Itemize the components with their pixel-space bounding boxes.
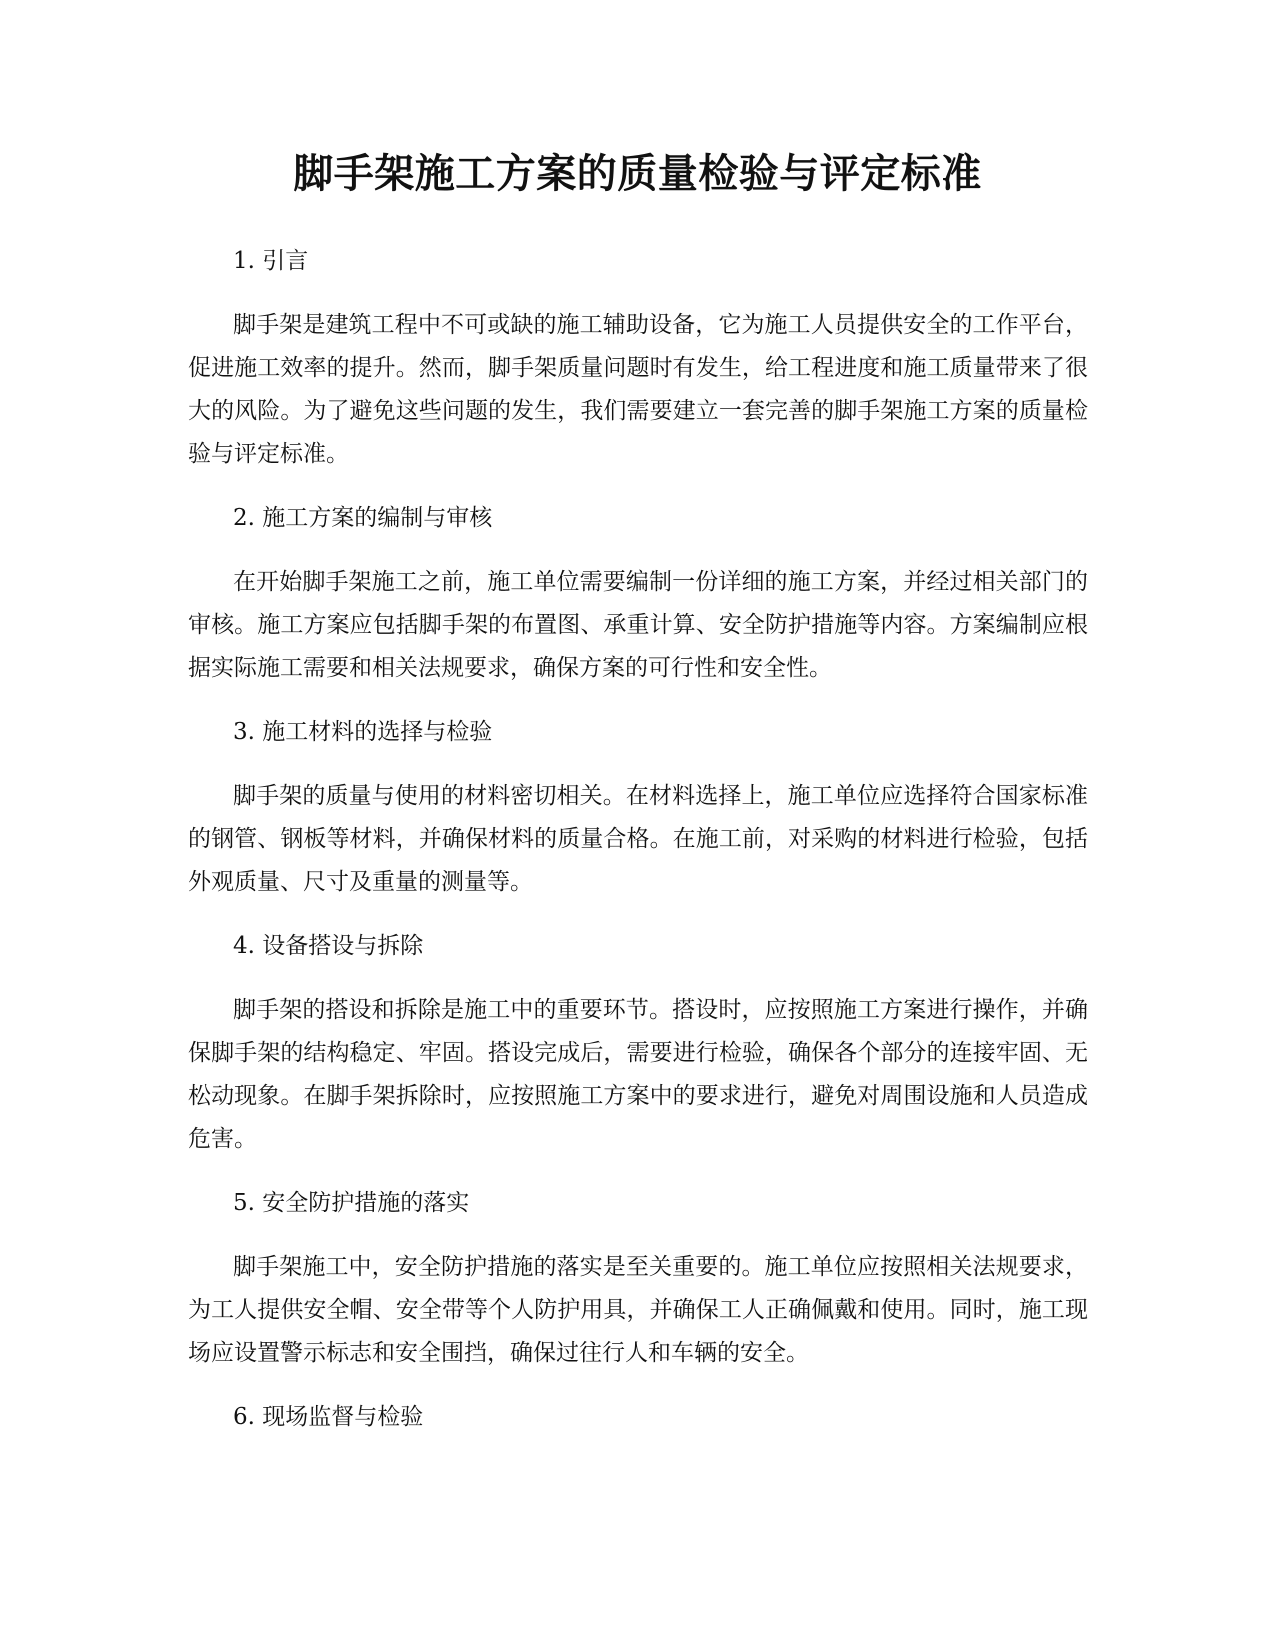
document-title: 脚手架施工方案的质量检验与评定标准: [293, 151, 982, 197]
document-body: [188, 240, 1088, 1460]
section-paragraph-5: 脚手架施工中，安全防护措施的落实是至关重要的。施工单位应按照相关法规要求，为工人提供安全帽、安全带等个人防护用具，并确保工人正确佩戴和使用。同时，施工现场应设置警示标志和安全围挡，确保过往行人和车辆的安全。: [188, 1254, 1088, 1366]
section-paragraph-3: 脚手架的质量与使用的材料密切相关。在材料选择上，施工单位应选择符合国家标准的钢管、钢板等材料，并确保材料的质量合格。在施工前，对采购的材料进行检验，包括外观质量、尺寸及重量的测量等。: [188, 783, 1088, 895]
section-heading-4: 4. 设备搭设与拆除: [233, 933, 424, 959]
section-heading-5: 5. 安全防护措施的落实: [233, 1190, 470, 1216]
section-heading-2: 2. 施工方案的编制与审核: [233, 505, 493, 531]
section-paragraph-4: 脚手架的搭设和拆除是施工中的重要环节。搭设时，应按照施工方案进行操作，并确保脚手架的结构稳定、牢固。搭设完成后，需要进行检验，确保各个部分的连接牢固、无松动现象。在脚手架拆除时，应按照施工方案中的要求进行，避免对周围设施和人员造成危害。: [188, 997, 1088, 1152]
section-paragraph-2: 在开始脚手架施工之前，施工单位需要编制一份详细的施工方案，并经过相关部门的审核。施工方案应包括脚手架的布置图、承重计算、安全防护措施等内容。方案编制应根据实际施工需要和相关法规要求，确保方案的可行性和安全性。: [188, 569, 1088, 681]
section-paragraph-1: 脚手架是建筑工程中不可或缺的施工辅助设备，它为施工人员提供安全的工作平台，促进施工效率的提升。然而，脚手架质量问题时有发生，给工程进度和施工质量带来了很大的风险。为了避免这些问题的发生，我们需要建立一套完善的脚手架施工方案的质量检验与评定标准。: [188, 312, 1088, 467]
section-heading-1: 1. 引言: [233, 248, 309, 274]
section-heading-6: 6. 现场监督与检验: [233, 1404, 424, 1430]
section-heading-3: 3. 施工材料的选择与检验: [233, 719, 493, 745]
